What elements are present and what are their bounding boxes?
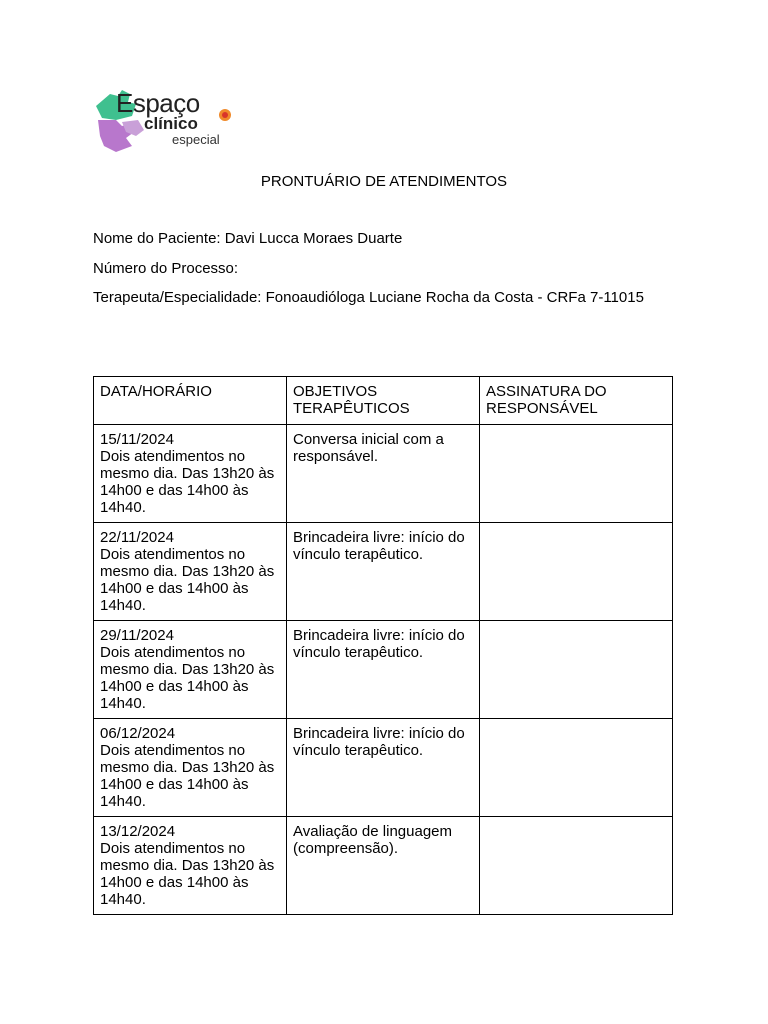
date-cell (94, 719, 287, 817)
appointment-time: Dois atendimentos no mesmo dia. Das 13h20 às 14h00 e das 14h00 às 14h40. (100, 644, 275, 712)
appointments-table (93, 376, 673, 915)
patient-name-field: Nome do Paciente: Davi Lucca Moraes Duarte (93, 230, 403, 247)
table-row (94, 523, 673, 621)
appointment-time: Dois atendimentos no mesmo dia. Das 13h20 às 14h00 e das 14h00 às 14h40. (100, 840, 275, 908)
appointment-date: 06/12/2024 (100, 725, 176, 742)
signature-cell (480, 425, 673, 523)
table-row (94, 817, 673, 915)
appointment-time: Dois atendimentos no mesmo dia. Das 13h20 às 14h00 e das 14h00 às 14h40. (100, 448, 275, 516)
table-header-row (94, 377, 673, 425)
header-signature: ASSINATURA DO RESPONSÁVEL (480, 377, 673, 425)
therapist-field: Terapeuta/Especialidade: Fonoaudióloga Luciane Rocha da Costa - CRFa 7-11015 (93, 289, 644, 306)
objective-cell: Brincadeira livre: início do vínculo terapêutico. (287, 621, 480, 719)
date-cell (94, 523, 287, 621)
header-objectives: OBJETIVOS TERAPÊUTICOS (287, 377, 480, 425)
logo-word-especial: especial (172, 132, 220, 147)
appointment-time: Dois atendimentos no mesmo dia. Das 13h20 às 14h00 e das 14h00 às 14h40. (100, 742, 275, 810)
signature-cell (480, 621, 673, 719)
signature-cell (480, 719, 673, 817)
logo-word-espaco: Espaço (116, 88, 200, 118)
date-cell (94, 817, 287, 915)
signature-cell (480, 817, 673, 915)
appointment-time: Dois atendimentos no mesmo dia. Das 13h20 às 14h00 e das 14h00 às 14h40. (100, 546, 275, 614)
date-cell (94, 425, 287, 523)
date-cell (94, 621, 287, 719)
process-number-field: Número do Processo: (93, 260, 239, 277)
table-row (94, 621, 673, 719)
logo-word-clinico: clínico (144, 114, 198, 133)
objective-cell: Avaliação de linguagem (compreensão). (287, 817, 480, 915)
appointment-date: 15/11/2024 (100, 431, 174, 448)
appointment-date: 13/12/2024 (100, 823, 176, 840)
table-row (94, 719, 673, 817)
signature-cell (480, 523, 673, 621)
objective-cell: Conversa inicial com a responsável. (287, 425, 480, 523)
document-title: PRONTUÁRIO DE ATENDIMENTOS (260, 173, 508, 190)
objective-cell: Brincadeira livre: início do vínculo terapêutico. (287, 719, 480, 817)
objective-cell: Brincadeira livre: início do vínculo terapêutico. (287, 523, 480, 621)
appointment-date: 22/11/2024 (100, 529, 174, 546)
header-date-time: DATA/HORÁRIO (94, 377, 287, 425)
clinic-logo (92, 86, 240, 156)
table-row (94, 425, 673, 523)
appointment-date: 29/11/2024 (100, 627, 174, 644)
